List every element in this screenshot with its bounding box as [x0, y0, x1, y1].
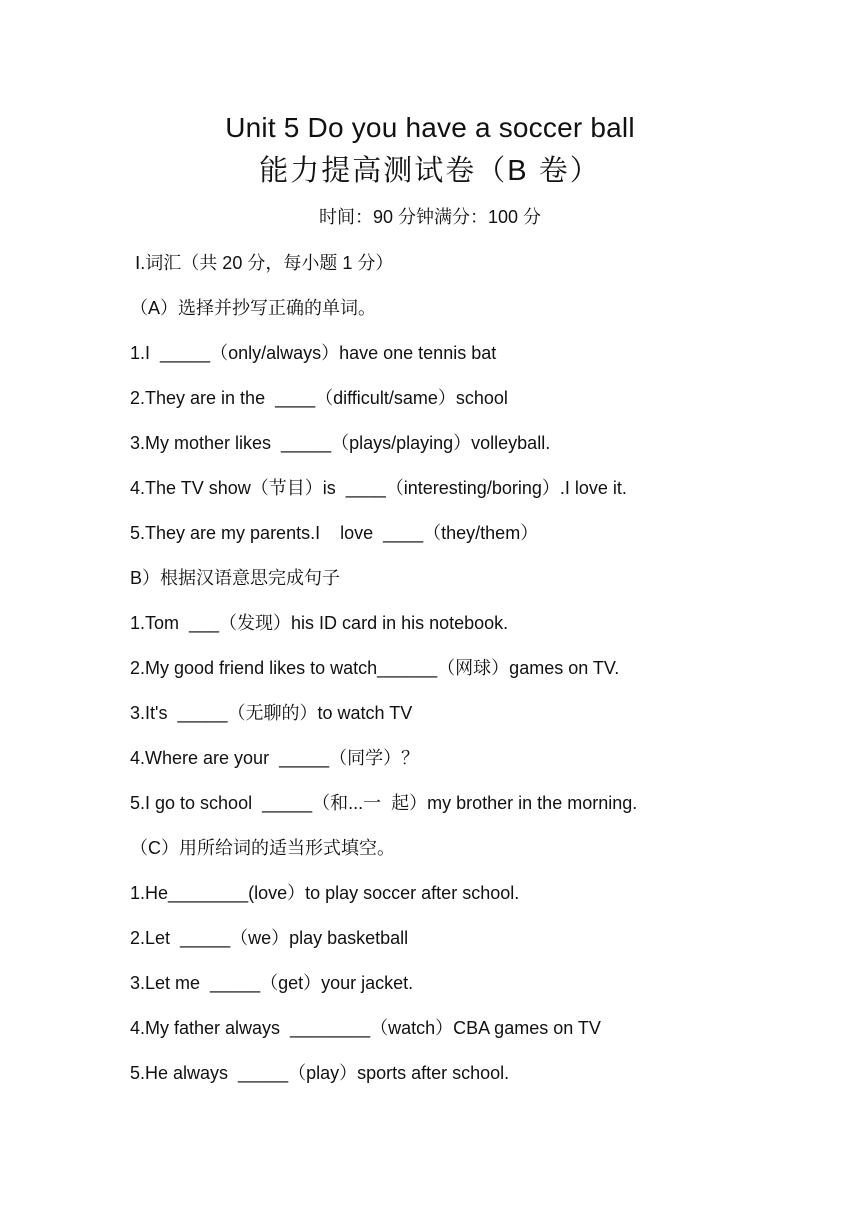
part-a-question-5: 5.They are my parents.I love ____（they/them）	[130, 523, 539, 543]
title-chinese: 能力提高测试卷（B 卷）	[259, 155, 601, 187]
part-b-question-2: 2.My good friend likes to watch______（网球）games on TV.	[130, 658, 620, 678]
part-c-question-4: 4.My father always ________（watch）CBA games on TV	[130, 1018, 601, 1038]
part-c-heading: （C）用所给词的适当形式填空。	[130, 838, 395, 858]
part-b-question-4: 4.Where are your _____（同学）？	[130, 748, 420, 768]
part-c-question-1: 1.He________(love）to play soccer after school.	[130, 883, 520, 903]
part-c-question-5: 5.He always _____（play）sports after school.	[130, 1063, 510, 1083]
part-c-question-3: 3.Let me _____（get）your jacket.	[130, 973, 414, 993]
section-heading: Ⅰ.词汇（共 20 分，每小题 1 分）	[135, 253, 394, 273]
part-b-question-5: 5.I go to school _____（和...一 起）my brother in the morning.	[130, 793, 638, 813]
part-a-question-3: 3.My mother likes _____（plays/playing）volleyball.	[130, 433, 551, 453]
title-english: Unit 5 Do you have a soccer ball	[225, 112, 635, 143]
time-info: 时间：90 分钟满分：100 分	[318, 207, 542, 227]
part-b-question-1: 1.Tom ___（发现）his ID card in his notebook.	[130, 613, 509, 633]
part-a-heading: （A）选择并抄写正确的单词。	[130, 298, 377, 318]
part-a-question-1: 1.I _____（only/always）have one tennis bat	[130, 343, 497, 363]
part-c-question-2: 2.Let _____（we）play basketball	[130, 928, 409, 948]
part-b-question-3: 3.It's _____（无聊的）to watch TV	[130, 703, 413, 723]
part-b-heading: B）根据汉语意思完成句子	[130, 568, 341, 588]
part-a-question-2: 2.They are in the ____（difficult/same）school	[130, 388, 508, 408]
part-a-question-4: 4.The TV show（节目）is ____（interesting/boring）.I love it.	[130, 478, 627, 498]
